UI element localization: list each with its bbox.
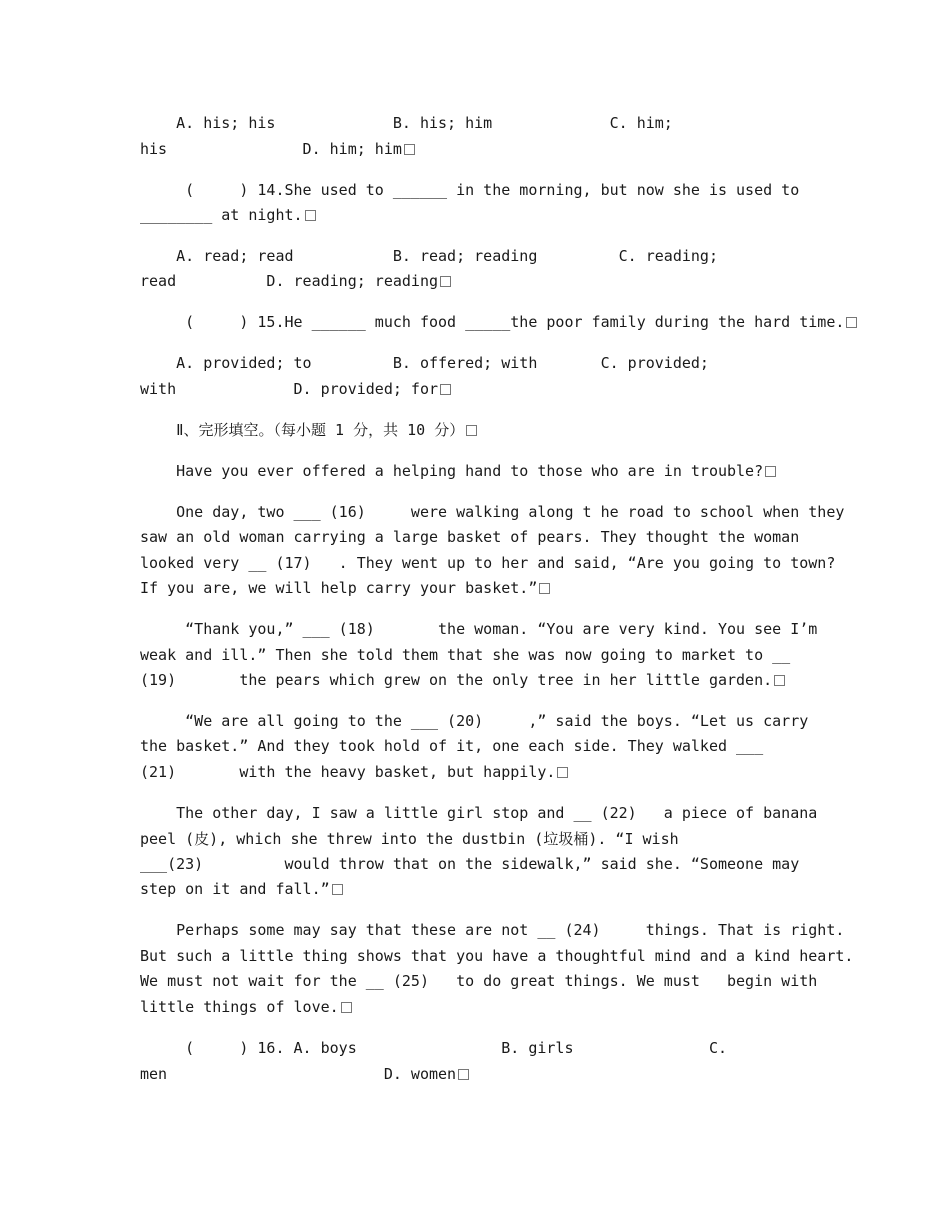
passage-p3-line-1: “We are all going to the ___ (20) ,” said the boys. “Let us carry — [140, 712, 809, 730]
passage-p3-line-2: the basket.” And they took hold of it, one each side. They walked ___ — [140, 737, 764, 755]
q16-line-2: men D. women — [140, 1064, 469, 1084]
passage-p2-line-1: “Thank you,” ___ (18) the woman. “You are very kind. You see I’m — [140, 620, 818, 638]
passage-p4-line-3: ___(23) would throw that on the sidewalk,” said she. “Someone may — [140, 855, 800, 873]
passage-p5-line-3: We must not wait for the __ (25) to do great things. We must begin with — [140, 972, 818, 990]
q14-options-line-1: A. read; read B. read; reading C. reading; — [140, 247, 718, 265]
passage-p5-line-1: Perhaps some may say that these are not __ (24) things. That is right. — [140, 921, 845, 939]
passage-p1-line-2: saw an old woman carrying a large basket of pears. They thought the woman — [140, 528, 800, 546]
passage-p1-line-4: If you are, we will help carry your basket.” — [140, 578, 550, 598]
paragraph-mark-icon — [774, 675, 785, 686]
passage-p1-line-1: One day, two ___ (16) were walking along t he road to school when they — [140, 503, 845, 521]
passage-p4-line-4: step on it and fall.” — [140, 879, 343, 899]
paragraph-mark-icon — [458, 1069, 469, 1080]
q15-stem: ( ) 15.He ______ much food _____the poor family during the hard time. — [140, 312, 857, 332]
passage-p1-line-3: looked very __ (17) . They went up to her and said, “Are you going to town? — [140, 554, 836, 572]
paragraph-mark-icon — [440, 276, 451, 287]
passage-p5-line-4: little things of love. — [140, 997, 352, 1017]
passage-p4-line-2: peel (皮), which she threw into the dustbin (垃圾桶). “I wish — [140, 830, 679, 848]
paragraph-mark-icon — [846, 317, 857, 328]
passage-p2-line-2: weak and ill.” Then she told them that she was now going to market to __ — [140, 646, 791, 664]
q16-line-1: ( ) 16. A. boys B. girls C. — [140, 1039, 727, 1057]
q14-stem-line-2: ________ at night. — [140, 205, 316, 225]
passage-p5-line-2: But such a little thing shows that you have a thoughtful mind and a kind heart. — [140, 947, 854, 965]
passage-p3-line-3: (21) with the heavy basket, but happily. — [140, 762, 568, 782]
q13-options-line-1: A. his; his B. his; him C. him; — [140, 114, 673, 132]
paragraph-mark-icon — [305, 210, 316, 221]
passage-p4-line-1: The other day, I saw a little girl stop and __ (22) a piece of banana — [140, 804, 818, 822]
paragraph-mark-icon — [539, 583, 550, 594]
passage-p2-line-3: (19) the pears which grew on the only tree in her little garden. — [140, 670, 785, 690]
paragraph-mark-icon — [557, 767, 568, 778]
paragraph-mark-icon — [332, 884, 343, 895]
paragraph-mark-icon — [440, 384, 451, 395]
section-heading: Ⅱ、完形填空。（每小题 1 分，共 10 分） — [140, 420, 477, 440]
q13-options-line-2: his D. him; him — [140, 139, 415, 159]
paragraph-mark-icon — [765, 466, 776, 477]
q14-options-line-2: read D. reading; reading — [140, 271, 451, 291]
q14-stem-line-1: ( ) 14.She used to ______ in the morning, but now she is used to — [140, 181, 800, 199]
paragraph-mark-icon — [466, 425, 477, 436]
q15-options-line-1: A. provided; to B. offered; with C. provided; — [140, 354, 709, 372]
passage-title: Have you ever offered a helping hand to those who are in trouble? — [140, 461, 776, 481]
q15-options-line-2: with D. provided; for — [140, 379, 451, 399]
paragraph-mark-icon — [404, 144, 415, 155]
paragraph-mark-icon — [341, 1002, 352, 1013]
